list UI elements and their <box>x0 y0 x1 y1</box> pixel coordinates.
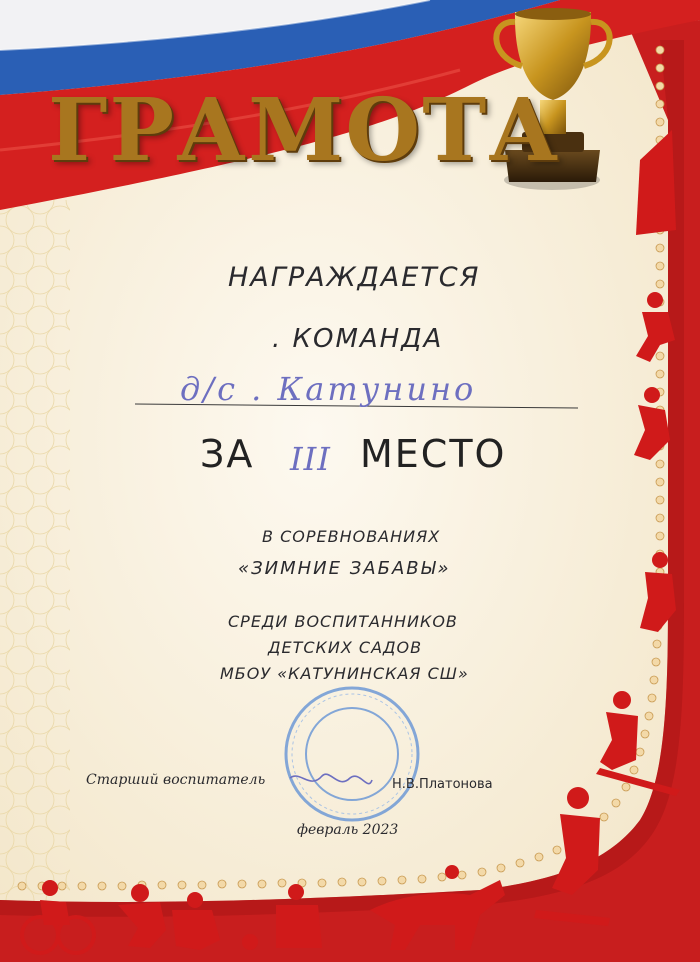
certificate-title: ГРАМОТА <box>48 80 561 181</box>
team-name-handwritten: д/с . Катунино <box>180 370 477 408</box>
place-suffix: МЕСТО <box>360 432 507 476</box>
among-line-2: ДЕТСКИХ САДОВ <box>268 638 423 657</box>
certificate-date: февраль 2023 <box>297 822 399 838</box>
among-line-3: МБОУ «КАТУНИНСКАЯ СШ» <box>220 664 469 683</box>
place-prefix: ЗА <box>200 432 255 476</box>
place-value-handwritten: III <box>290 440 331 478</box>
signatory-role: Старший воспитатель <box>86 772 266 788</box>
signatory-name: Н.В.Платонова <box>392 777 493 792</box>
team-label: . КОМАНДА <box>272 324 444 354</box>
among-line-1: СРЕДИ ВОСПИТАННИКОВ <box>228 612 458 631</box>
competition-intro: В СОРЕВНОВАНИЯХ <box>262 527 441 546</box>
competition-name: «ЗИМНИЕ ЗАБАВЫ» <box>238 558 451 579</box>
awarded-line: НАГРАЖДАЕТСЯ <box>228 262 481 293</box>
